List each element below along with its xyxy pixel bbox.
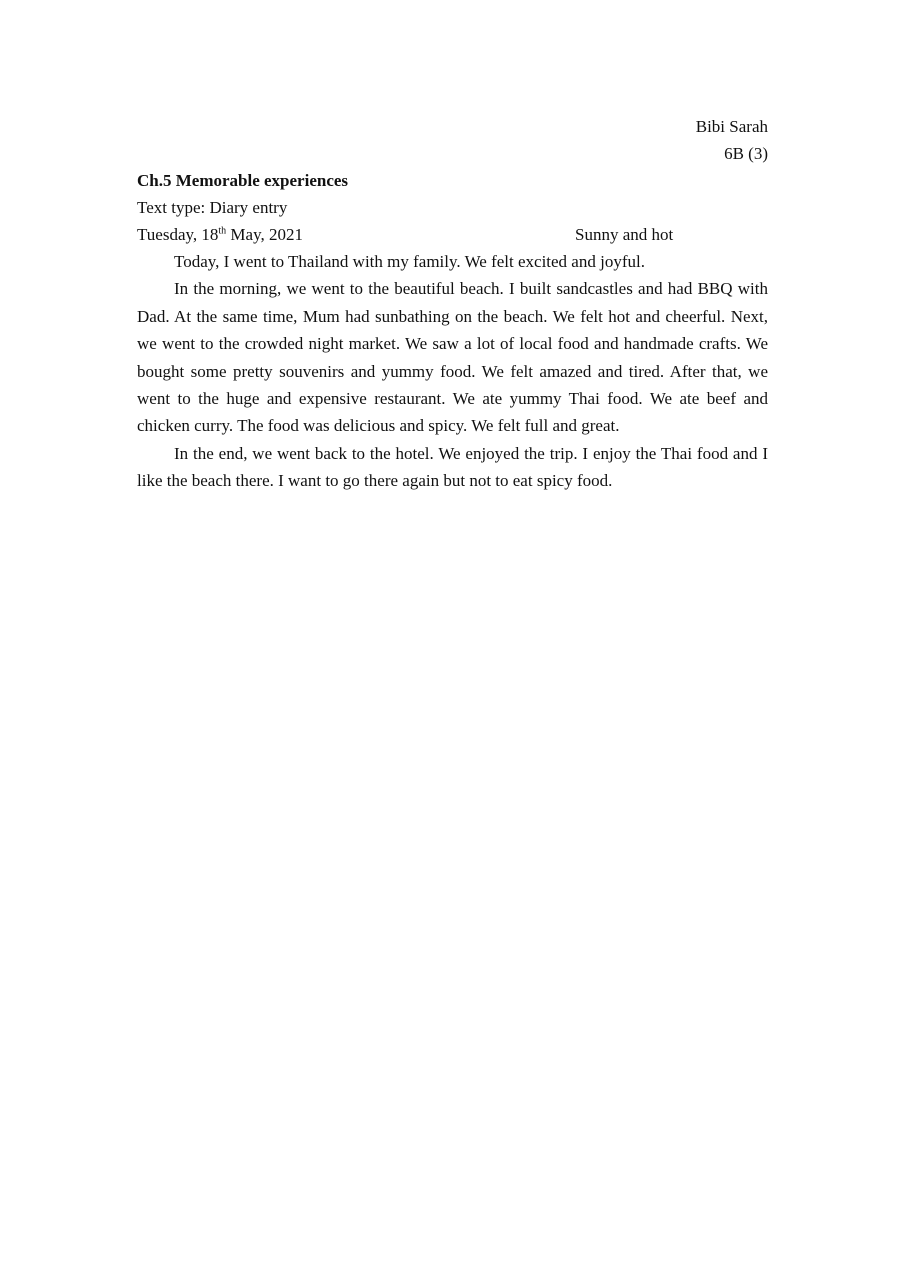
text-type: Text type: Diary entry: [137, 198, 288, 217]
date-superscript: th: [218, 225, 227, 237]
chapter-title: Ch.5 Memorable experiences: [137, 171, 349, 190]
paragraph-conclusion: In the end, we went back to the hotel. We enjoyed the trip. I enjoy the Thai food and I like the beach there. I want to go there again but not to eat spicy food.: [137, 443, 768, 491]
weather-note: Sunny and hot: [575, 225, 674, 244]
entry-date: [137, 225, 303, 244]
date-prefix: Tuesday, 18: [137, 225, 219, 244]
document-page: [137, 113, 768, 495]
paragraph-body: In the morning, we went to the beautiful beach. I built sandcastles and had BBQ with Dad. At the same time, Mum had sunbathing on the beach. We felt hot and cheerful. Next, we went to the crowded night market. We saw a lot of local food and handmade crafts. We bought some pretty souvenirs and yummy food. We felt amazed and tired. After that, we went to the huge and expensive restaurant. We ate yummy Thai food. We ate beef and chicken curry. The food was delicious and spicy. We felt full and great.: [137, 279, 768, 436]
date-row: [137, 221, 768, 248]
class-label: 6B (3): [724, 144, 768, 163]
author-name: Bibi Sarah: [695, 117, 768, 136]
paragraph-intro: Today, I went to Thailand with my family. We felt excited and joyful.: [174, 252, 645, 271]
date-suffix: May, 2021: [226, 225, 303, 244]
